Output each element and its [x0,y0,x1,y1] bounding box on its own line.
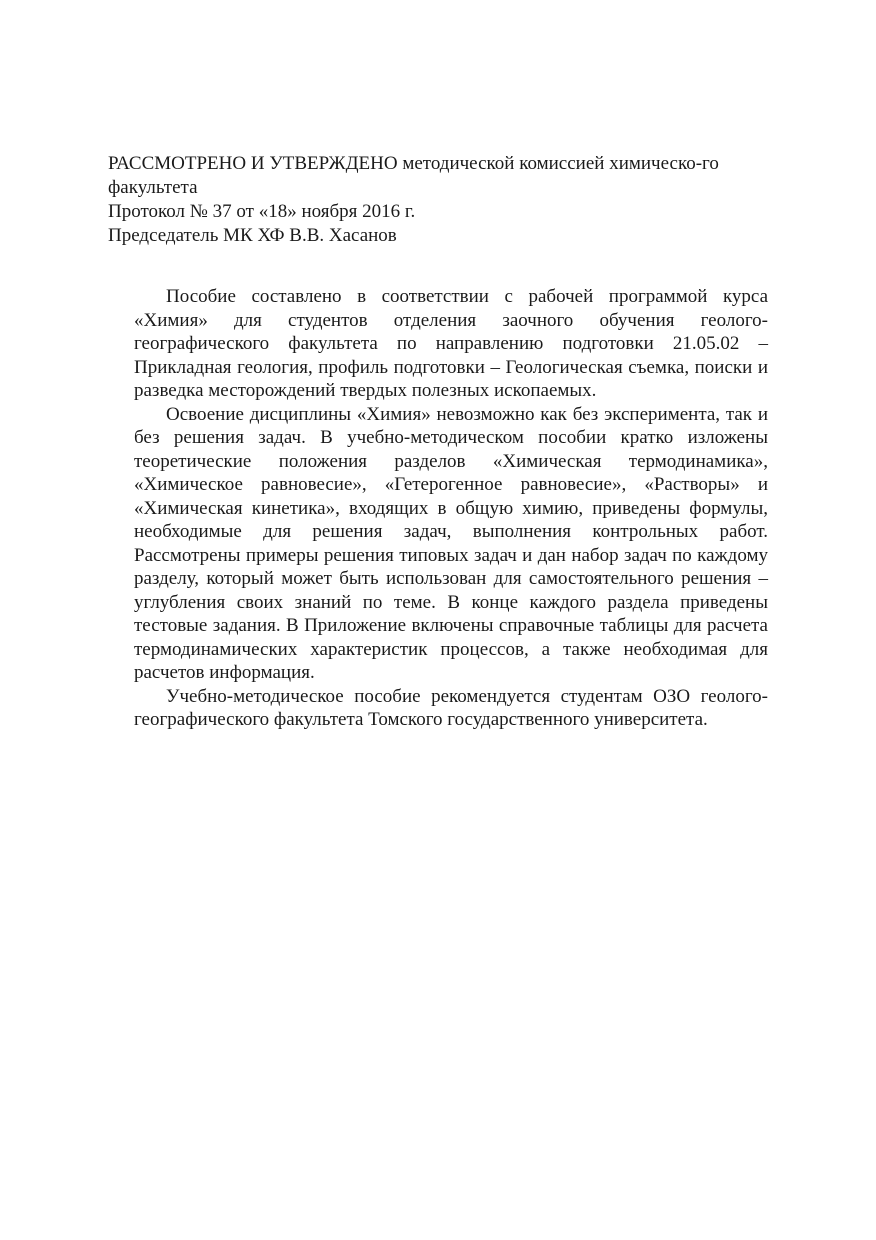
chairman-line: Председатель МК ХФ В.В. Хасанов [108,225,397,246]
approval-block [108,152,770,248]
paragraph-audience: Учебно-методическое пособие рекомендуется студентам ОЗО геолого-географического факультета Томского государственного университета. [134,685,768,730]
paragraph-content: Освоение дисциплины «Химия» невозможно как без эксперимента, так и без решения задач. В учебно-методическом пособии кратко изложены теоретические положения разделов «Химическая термодинамика», «Химическое равновесие», «Гетерогенное равновесие», «Растворы» и «Химическая кинетика», входящих в общую химию, приведены формулы, необходимые для решения задач, выполнения контрольных работ. Рассмотрены примеры решения типовых задач и дан набор задач по каждому разделу, который может быть использован для самостоятельного решения – углубления своих знаний по теме. В конце каждого раздела приведены тестовые задания. В Приложение включены справочные таблицы для расчета термодинамических характеристик процессов, а также необходимая для расчетов информация. [134,403,768,683]
approval-statement: РАССМОТРЕНО И УТВЕРЖДЕНО методической комиссией химическо-го факультета [108,153,719,198]
annotation-text [134,285,768,732]
protocol-line: Протокол № 37 от «18» ноября 2016 г. [108,201,416,222]
paragraph-purpose: Пособие составлено в соответствии с рабочей программой курса «Химия» для студентов отделения заочного обучения геолого-географического факультета по направлению подготовки 21.05.02 – Прикладная геология, профиль подготовки – Геологическая съемка, поиски и разведка месторождений твердых полезных ископаемых. [134,286,768,401]
